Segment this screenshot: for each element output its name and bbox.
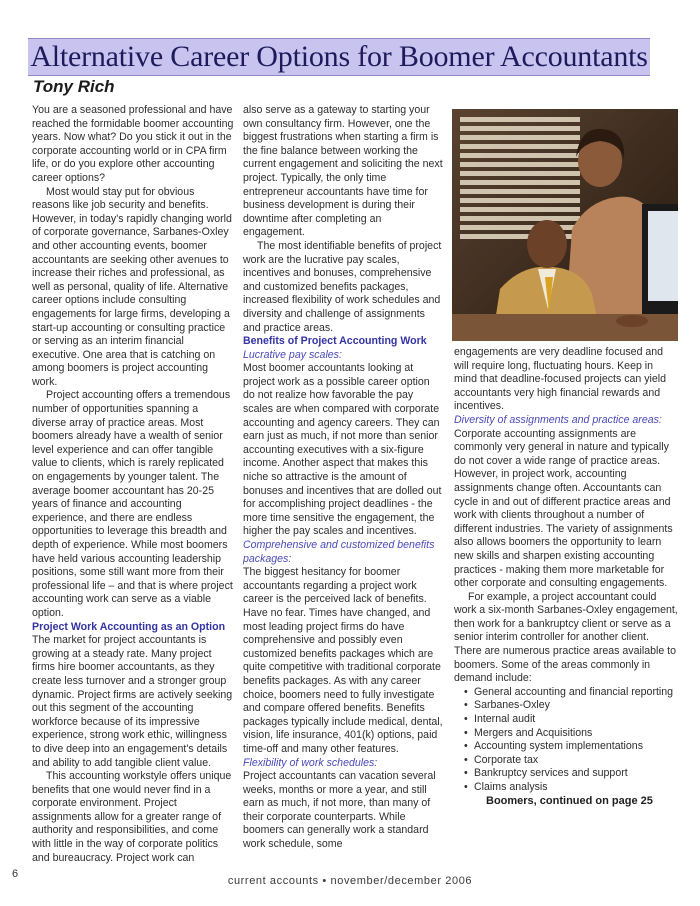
paragraph: Most boomer accountants looking at project work as a possible career option do not realize how favorable the pay scales are when compared with corporate accounting and agency careers. They can earn just as much, if not more than senior accounting executives with a six-figure income. Another aspect that makes this niche so attractive is the amount of bonuses and incentives that are dolled out for accomplishing project deadlines - the more time sensitive the engagement, the higher the pay scales and incentives.: [243, 362, 442, 538]
paragraph: The biggest hesitancy for boomer accountants regarding a project work career is the perceived lack of benefits. Have no fear. Times have changed, and most leading project firms do have comprehensive and possibly even customized benefits packages which are quite competitive with traditional corporate benefits packages. As with any career choice, boomers need to fully investigate and compare offered benefits. Benefits packages typically include medical, dental, vision, life insurance, 401(k) options, paid time-off and many other features.: [243, 566, 443, 755]
list-item: • Accounting system implementations: [464, 740, 678, 754]
column-3: [454, 346, 678, 795]
paragraph: Corporate accounting assignments are commonly very general in nature and typically do not cover a wide range of practice areas. However, in project work, accounting assignments change often. Accountants can cycle in and out of different practice areas and work with clients throughout a number of different industries. The variety of assignments also allows boomers the opportunity to learn new skills and sharpen existing accounting practices - making them more marketable for other corporate and consulting engagements.: [454, 427, 673, 590]
list-item: • Sarbanes-Oxley: [464, 699, 678, 713]
subheading: Flexibility of work schedules:: [243, 756, 378, 769]
paragraph: also serve as a gateway to starting your own consultancy firm. However, one the biggest frustrations when starting a firm is the fine balance between working the current engagement and soliciting the next project. Typically, the only time entrepreneur accountants have time for business development is during their downtime after completing an engagement.: [243, 104, 443, 239]
list-item: • Corporate tax: [464, 754, 678, 768]
column-1: [32, 104, 234, 865]
paragraph: engagements are very deadline focused and will require long, fluctuating hours. Keep in mind that deadline-focused projects can yield accountants very high financial rewards and incentives.: [454, 346, 666, 413]
author-byline: Tony Rich: [33, 77, 115, 96]
section-heading: Benefits of Project Accounting Work: [243, 335, 427, 348]
title-banner: [28, 38, 650, 76]
continued-notice: Boomers, continued on page 25: [486, 795, 653, 807]
list-item: • Internal audit: [464, 713, 678, 727]
subheading: Comprehensive and customized benefits packages:: [243, 539, 435, 565]
article-photo: [452, 109, 678, 341]
practice-areas-list: [454, 686, 678, 795]
paragraph: Project accountants can vacation several weeks, months or more a year, and still earn as much, if not more, than many of their corporate counterparts. While boomers can generally work a standard work schedule, some: [243, 770, 436, 851]
list-item: • Bankruptcy services and support: [464, 767, 678, 781]
article-title: Alternative Career Options for Boomer Accountants: [30, 40, 648, 73]
paragraph: You are a seasoned professional and have reached the formidable boomer accounting years. Now what? Do you stick it out in the corporate accounting world or in CPA firm life, or do you explore other accounting career options?: [32, 104, 234, 184]
paragraph: The most identifiable benefits of project work are the lucrative pay scales, incentives and bonuses, comprehensive and customized benefits packages, increased flexibility of work schedules and diversity and challenge of assignments and practice areas.: [243, 239, 442, 334]
subheading: Diversity of assignments and practice areas:: [454, 413, 662, 426]
paragraph: Most would stay put for obvious reasons like job security and benefits. However, in today's rapidly changing world of corporate governance, Sarbanes-Oxley and other accounting events, boomer accountants are seeking other avenues to increase their riches and professional, as well as personal, quality of life. Alternative career options include consulting engagements for large firms, developing a start-up accounting or consulting practice or serving as an interim financial executive. One area that is catching on among boomers is project accounting work.: [32, 185, 232, 388]
list-item: • General accounting and financial reporting: [464, 686, 678, 700]
column-2: [243, 104, 443, 852]
page-number: 6: [12, 868, 19, 880]
list-item: • Mergers and Acquisitions: [464, 727, 678, 741]
paragraph: For example, a project accountant could work a six-month Sarbanes-Oxley engagement, then work for a bankruptcy client or serve as a senior interim controller for another client. There are numerous practice areas available to boomers. Some of the areas commonly in demand include:: [454, 590, 678, 685]
paragraph: This accounting workstyle offers unique benefits that one would never find in a corporate environment. Project assignments allow for a greater range of authority and responsibilities, and come with little in the way of corporate politics and bureaucracy. Project work can: [32, 770, 232, 864]
section-heading: Project Work Accounting as an Option: [32, 620, 226, 633]
subheading: Lucrative pay scales:: [243, 348, 342, 361]
photo-illustration: [452, 109, 678, 341]
list-item: • Claims analysis: [464, 781, 678, 795]
publication-footer: current accounts • november/december 2006: [227, 875, 473, 887]
paragraph: Project accounting offers a tremendous number of opportunities spanning a diverse array of practice areas. Most boomers already have a wealth of senior level experience and can offer tangible value to clients, which is rarely replicated on engagements by younger talent. The average boomer accountant has 20-25 years of finance and accounting experience, and there are endless opportunities to leverage this breadth and depth of experience. While most boomers have held various accounting leadership positions, some still want more from their professional life – and that is where project accounting work can serve as a viable option.: [32, 389, 233, 619]
paragraph: The market for project accountants is growing at a steady rate. Many project firms hire boomer accountants, as they create less turnover and a stronger group dynamic. Project firms are actively seeking out this segment of the accounting workforce because of its impressive experience, strong work ethic, willingness to dive deep into an engagement's details and ability to add tangible client value.: [32, 634, 233, 769]
